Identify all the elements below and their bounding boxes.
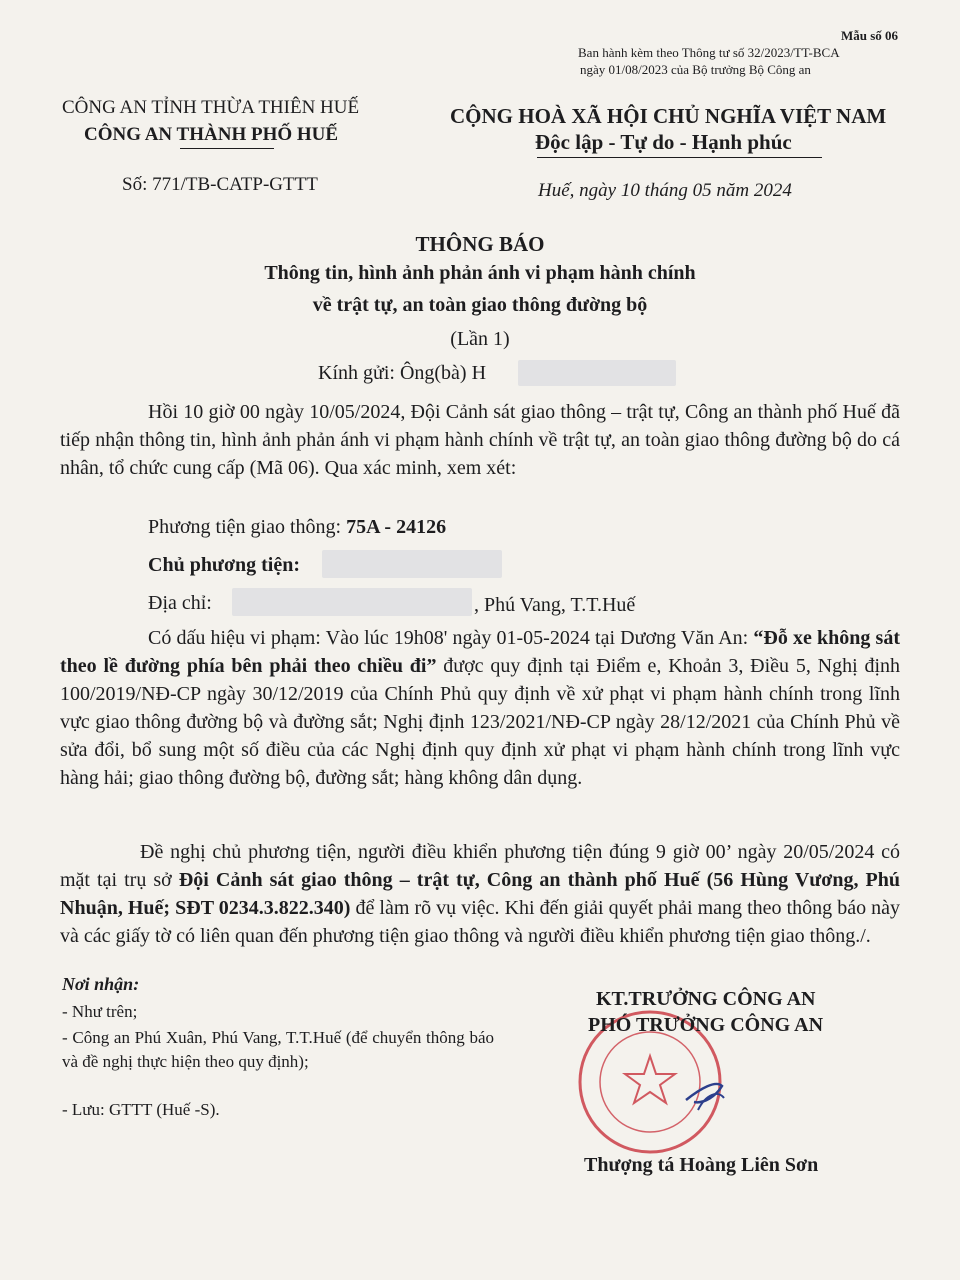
vehicle-label: Phương tiện giao thông: xyxy=(148,516,347,538)
redacted-owner xyxy=(322,550,502,578)
summons-paragraph xyxy=(60,838,900,950)
recipients-heading: Nơi nhận: xyxy=(62,974,140,994)
summons-rest: để làm rõ vụ việc. Khi đến giải quyết phải mang theo thông báo này và các giấy tờ có liên quan đến phương tiện giao thông và người điều khiển phương tiện giao thông./. xyxy=(60,897,901,947)
form-issued-line: Ban hành kèm theo Thông tư số 32/2023/TT-BCA xyxy=(578,45,840,60)
recipient-salutation: Kính gửi: Ông(bà) H xyxy=(318,362,487,384)
national-motto: Độc lập - Tự do - Hạnh phúc xyxy=(535,130,792,154)
document-title: THÔNG BÁO xyxy=(415,232,545,256)
signature-title-1: KT.TRƯỞNG CÔNG AN xyxy=(596,988,816,1010)
notice-attempt: (Lần 1) xyxy=(450,328,510,350)
signer-name: Thượng tá Hoàng Liên Sơn xyxy=(584,1154,819,1176)
address-label: Địa chỉ: xyxy=(148,592,212,614)
document-subtitle-1: Thông tin, hình ảnh phản ánh vi phạm hành chính xyxy=(264,262,696,284)
vehicle-plate: 75A - 24126 xyxy=(346,516,447,538)
address-district: , Phú Vang, T.T.Huế xyxy=(474,594,636,616)
violation-legal-basis: được quy định tại Điểm e, Khoản 3, Điều 5, Nghị định 100/2019/NĐ-CP ngày 30/12/2019 của Chính Phủ quy định về xử phạt vi phạm hành chính trong lĩnh vực giao thông đường bộ và đường sắt; Nghị định 123/2021/NĐ-CP ngày 28/12/2021 của Chính Phủ về sửa đổi, bổ sung một số điều của các Nghị định quy định xử phạt vi phạm hành chính trong lĩnh vực hàng hải; giao thông đường bộ, đường sắt; hàng không dân dụng. xyxy=(60,655,901,789)
intro-paragraph: Hồi 10 giờ 00 ngày 10/05/2024, Đội Cảnh sát giao thông – trật tự, Công an thành phố Huế đã tiếp nhận thông tin, hình ảnh phản ánh vi phạm hành chính về trật tự, an toàn giao thông đường bộ do cá nhân, tổ chức cung cấp (Mã 06). Qua xác minh, xem xét: xyxy=(60,401,900,479)
form-number: Mẫu số 06 xyxy=(840,28,898,43)
motto-underline xyxy=(537,157,822,158)
summons-lead: Đề nghị chủ phương tiện, người điều khiển phương tiện đúng 9 giờ 00’ ngày 20/05/2024 có mặt tại trụ sở xyxy=(60,841,900,891)
recipients-item: - Công an Phú Xuân, Phú Vang, T.T.Huế (để chuyển thông báo và đề nghị thực hiện theo quy định); xyxy=(62,1028,494,1071)
violation-lead: Có dấu hiệu vi phạm: Vào lúc 19h08' ngày 01-05-2024 tại Dương Văn An: xyxy=(148,627,754,649)
issuing-agency-parent: CÔNG AN TỈNH THỪA THIÊN HUẾ xyxy=(62,97,360,118)
document-number: Số: 771/TB-CATP-GTTT xyxy=(122,174,318,195)
redacted-name xyxy=(518,360,676,386)
recipients-item: - Như trên; xyxy=(62,1002,138,1021)
document-subtitle-2: về trật tự, an toàn giao thông đường bộ xyxy=(312,294,648,316)
signature-title-2: PHÓ TRƯỞNG CÔNG AN xyxy=(588,1014,824,1036)
issuing-agency: CÔNG AN THÀNH PHỐ HUẾ xyxy=(84,124,339,145)
national-title: CỘNG HOÀ XÃ HỘI CHỦ NGHĨA VIỆT NAM xyxy=(450,104,887,128)
vehicle-row xyxy=(148,516,446,539)
violation-paragraph xyxy=(60,624,900,792)
owner-label: Chủ phương tiện: xyxy=(148,554,301,576)
summons-office: Đội Cảnh sát giao thông – trật tự, Công an thành phố Huế (56 Hùng Vương, Phú Nhuận, Huế; SĐT 0234.3.822.340) xyxy=(60,869,900,919)
violation-description: “Đỗ xe không sát theo lề đường phía bên phải theo chiều đi” xyxy=(60,627,900,677)
recipients-item: - Lưu: GTTT (Huế -S). xyxy=(62,1100,220,1119)
place-date: Huế, ngày 10 tháng 05 năm 2024 xyxy=(538,180,792,201)
form-date-line: ngày 01/08/2023 của Bộ trưởng Bộ Công an xyxy=(580,62,811,77)
redacted-address xyxy=(232,588,472,616)
agency-underline xyxy=(180,148,274,149)
